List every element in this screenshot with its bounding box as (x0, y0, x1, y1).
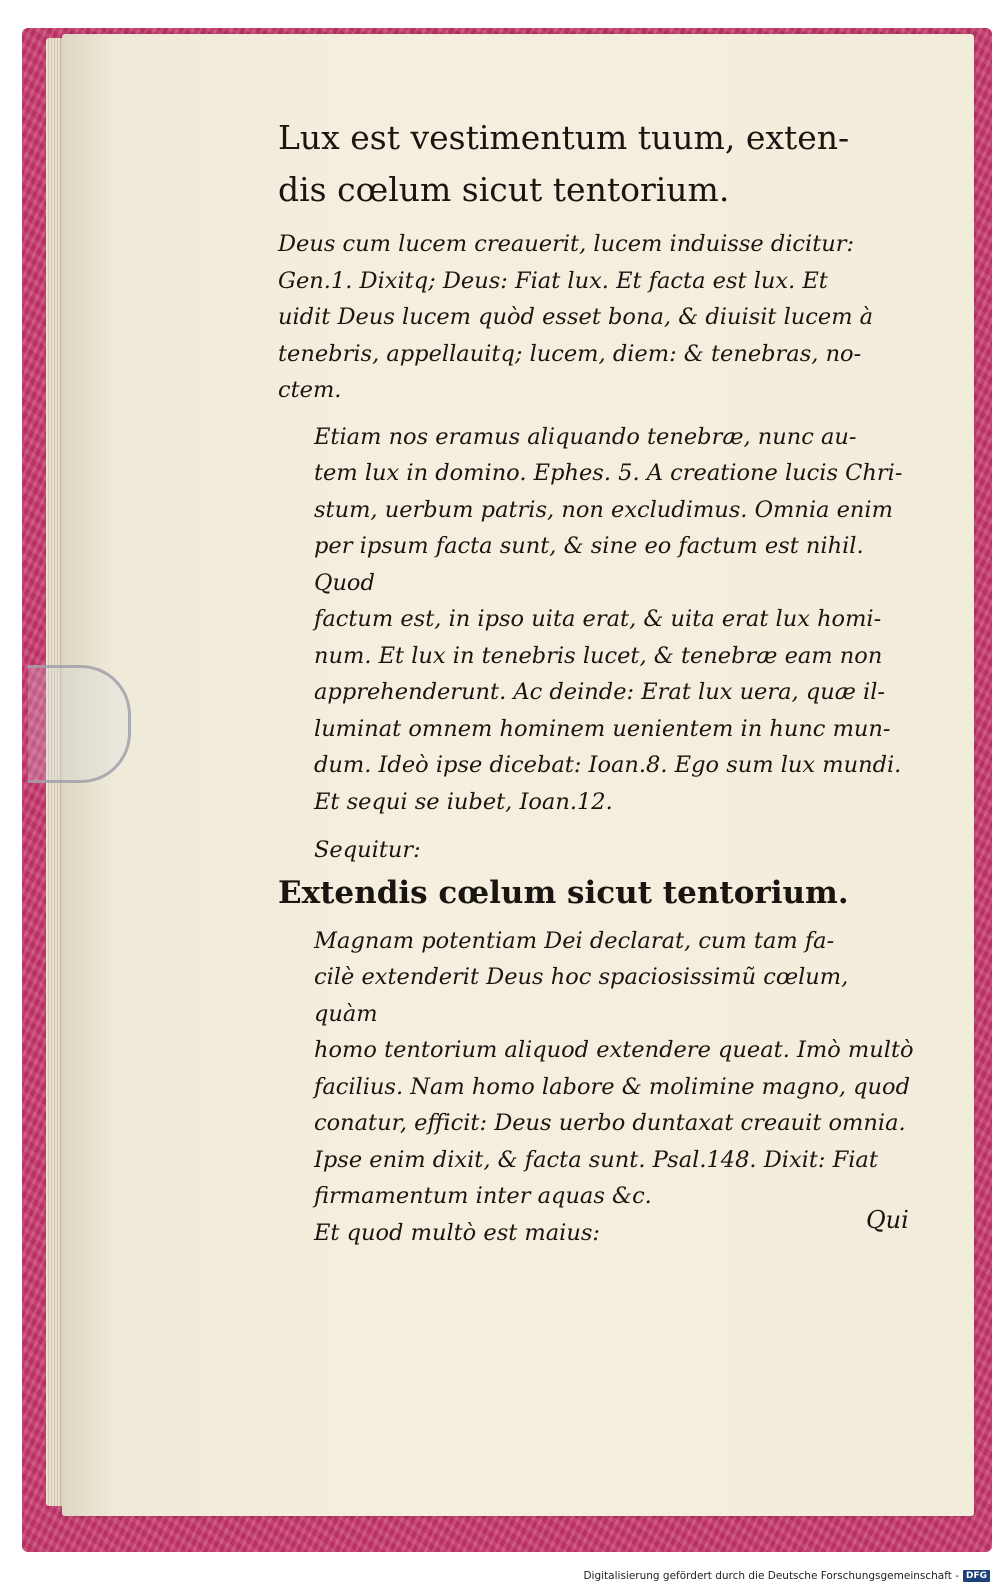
catchword: Qui (866, 1206, 909, 1234)
page-clip (28, 665, 131, 783)
sequitur-label: Sequitur: (314, 837, 421, 863)
heading-line-1: Lux est vestimentum tuum, exten- (278, 118, 850, 157)
footer (583, 1570, 990, 1582)
dfg-logo: DFG (963, 1570, 990, 1582)
subheading: Extendis cœlum sicut tentorium. (278, 874, 849, 911)
paragraph-3: Magnam potentiam Dei declarat, cum tam fa- cilè extenderit Deus hoc spaciosissimũ cœlum, quàm homo tentorium aliquod extendere queat. Imò multò facilius. Nam homo labore & molimine magno, quod conatur, efficit: Deus uerbo duntaxat creauit omnia. Ipse enim dixit, & facta sunt. Psal.148. Dixit: Fiat firmamentum inter aquas &c. (314, 927, 914, 1209)
paragraph-1: Deus cum lucem creauerit, lucem induisse dicitur: Gen.1. Dixitq; Deus: Fiat lux. Et facta est lux. Et uidit Deus lucem quòd esset bona, & diuisit lucem à tenebris, appellauitq; lucem, diem: & tenebras, no- ctem. (278, 231, 874, 403)
paragraph-2: Etiam nos eramus aliquando tenebræ, nunc au- tem lux in domino. Ephes. 5. A creatione lucis Chri- stum, uerbum patris, non excludimus. Omnia enim per ipsum facta sunt, & sine eo factum est nihil. Quod factum est, in ipso uita erat, & uita erat lux homi- num. Et lux in tenebris lucet, & tenebræ eam non apprehenderunt. Ac deinde: Erat lux uera, quæ il- luminat omnem hominem uenientem in hunc mun- dum. Ideò ipse dicebat: Ioan.8. Ego sum lux mundi. Et sequi se iubet, Ioan.12. (314, 423, 903, 815)
paragraph-4: Et quod multò est maius: (314, 1219, 600, 1246)
footer-text: Digitalisierung gefördert durch die Deutsche Forschungsgemeinschaft - (583, 1570, 959, 1582)
page-text (278, 112, 918, 1251)
heading-line-2: dis cœlum sicut tentorium. (278, 170, 730, 209)
